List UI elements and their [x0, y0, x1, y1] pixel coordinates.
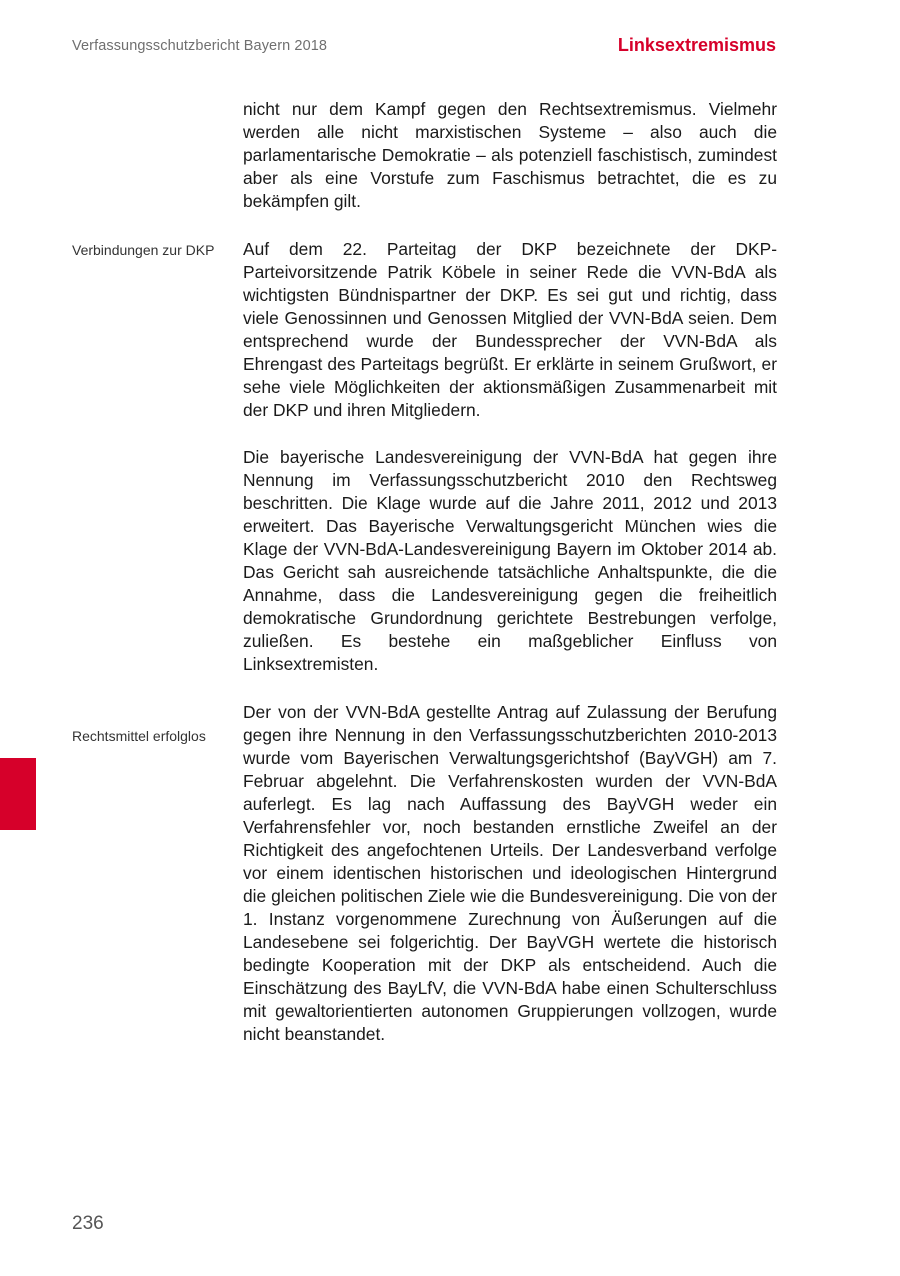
margin-note-dkp: Verbindungen zur DKP	[72, 242, 215, 258]
paragraph-4: Der von der VVN-BdA gestellte Antrag auf Zulassung der Berufung gegen ihre Nennung in den Verfassungsschutzberichten 2010-2013 wurde vom Bayerischen Verwaltungsgerichtshof (BayVGH) am 7. Februar abgelehnt. Die Verfahrenskosten wurden der VVN-BdA auferlegt. Es lag nach Auffassung des BayVGH weder ein Verfahrensfehler vor, noch bestanden ernstliche Zweifel an der Richtigkeit des angefochtenen Urteils. Der Landesverband verfolge vor einem identischen historischen und ideologischen Hintergrund die gleichen politischen Ziele wie die Bundesvereinigung. Die von der 1. Instanz vorgenommene Zurechnung von Äußerungen auf die Landesebene sei folgerichtig. Der BayVGH wertete die historisch bedingte Kooperation mit der DKP als entscheidend. Auch die Einschätzung des BayLfV, die VVN-BdA habe einen Schulterschluss mit gewaltorientierten autonomen Gruppierungen vollzogen, wurde nicht beanstandet.	[243, 702, 777, 1044]
paragraph-1: nicht nur dem Kampf gegen den Rechtsextremismus. Vielmehr werden alle nicht marxistischen Systeme – also auch die parlamentarische Demokratie – als potenziell faschistisch, zumindest aber als eine Vorstufe zum Faschismus betrachtet, die es zu bekämpfen gilt.	[243, 99, 777, 211]
chapter-marker-tab	[0, 758, 36, 830]
margin-note-rechtsmittel: Rechtsmittel erfolglos	[72, 728, 206, 744]
paragraph-3: Die bayerische Landesvereinigung der VVN-BdA hat gegen ihre Nennung im Verfassungsschutzbericht 2010 den Rechtsweg beschritten. Die Klage wurde auf die Jahre 2011, 2012 und 2013 erweitert. Das Bayerische Verwaltungsgericht München wies die Klage der VVN-BdA-Landesvereinigung Bayern im Oktober 2014 ab. Das Gericht sah ausreichende tatsächliche Anhaltspunkte, die die Annahme, dass die Landesvereinigung gegen die freiheitlich demokratische Grundordnung gerichtete Bestrebungen verfolge, zuließen. Es bestehe ein maßgeblicher Einfluss von Linksextremisten.	[243, 447, 777, 674]
paragraph-2: Auf dem 22. Parteitag der DKP bezeichnete der DKP-Parteivorsitzende Patrik Köbele in seiner Rede die VVN-BdA als wichtigsten Bündnispartner der DKP. Es sei gut und richtig, dass viele Genossinnen und Genossen Mitglied der VVN-BdA seien. Dem entsprechend wurde der Bundessprecher der VVN-BdA als Ehrengast des Parteitags begrüßt. Er erklärte in seinem Grußwort, er sehe viele Möglichkeiten der aktionsmäßigen Zusammenarbeit mit der DKP und ihren Mitgliedern.	[243, 239, 777, 420]
section-title: Linksextremismus	[617, 35, 776, 55]
running-header-title: Verfassungsschutzbericht Bayern 2018	[72, 38, 328, 54]
page-number: 236	[72, 1213, 104, 1234]
